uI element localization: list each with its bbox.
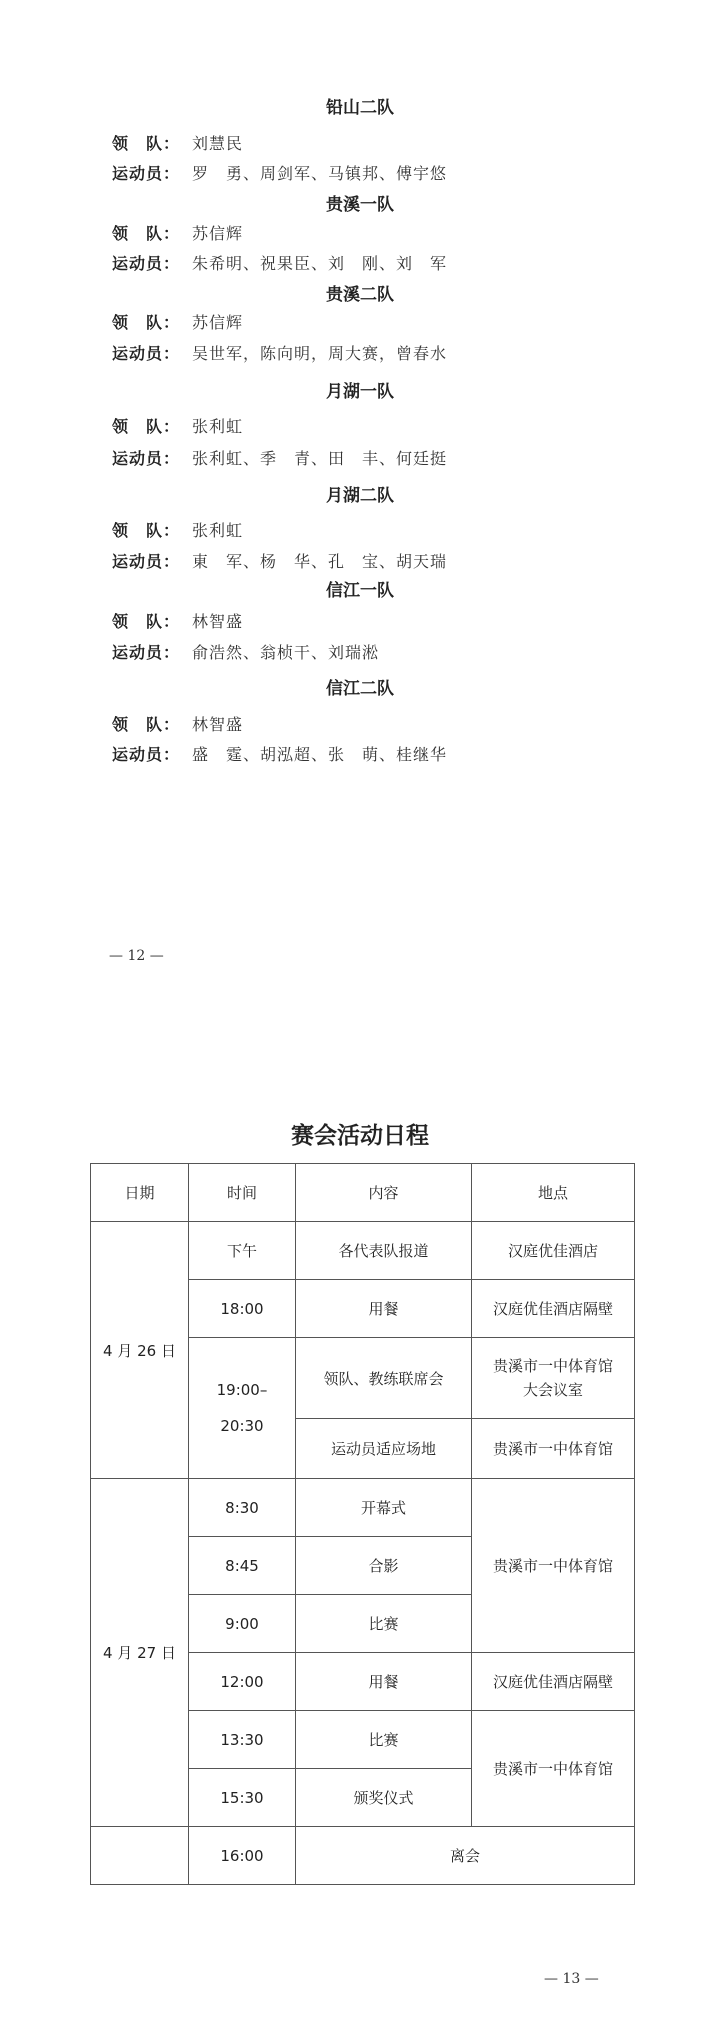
content-cell: 用餐	[296, 1280, 472, 1338]
place-cell	[472, 1338, 635, 1419]
athletes-label: 运动员：	[112, 552, 181, 571]
leader-label: 领 队：	[112, 224, 181, 243]
leader-name: 林智盛	[192, 612, 244, 631]
athlete-names: 東 军、杨 华、孔 宝、胡天瑞	[192, 552, 448, 571]
time-cell: 15:30	[189, 1769, 296, 1827]
time-cell: 8:30	[189, 1479, 296, 1537]
content-cell: 各代表队报道	[296, 1222, 472, 1280]
team-name: 信江一队	[326, 581, 394, 601]
table-header-row	[91, 1164, 635, 1222]
header-content: 内容	[296, 1164, 472, 1222]
athletes-label: 运动员：	[112, 164, 181, 183]
page-number: — 13 —	[544, 1971, 599, 1987]
table-row	[91, 1827, 635, 1885]
date-cell-empty	[91, 1827, 189, 1885]
leader-label: 领 队：	[112, 715, 181, 734]
leader-label: 领 队：	[112, 134, 181, 153]
team-leader-row	[112, 609, 243, 632]
team-name: 贵溪一队	[326, 195, 394, 215]
table-row	[91, 1479, 635, 1537]
content-cell: 运动员适应场地	[296, 1419, 472, 1479]
header-time: 时间	[189, 1164, 296, 1222]
table-row	[91, 1222, 635, 1280]
team-athletes-row	[112, 161, 447, 184]
leader-name: 张利虹	[192, 417, 244, 436]
athletes-label: 运动员：	[112, 643, 181, 662]
time-end: 20:30	[220, 1417, 264, 1435]
page-number: — 12 —	[109, 948, 164, 964]
team-name: 月湖一队	[326, 382, 394, 402]
place-line: 大会议室	[522, 1381, 583, 1399]
athlete-names: 罗 勇、周剑军、马镇邦、傅宇悠	[192, 164, 448, 183]
athletes-label: 运动员：	[112, 254, 181, 273]
leader-label: 领 队：	[112, 417, 181, 436]
team-athletes-row	[112, 446, 447, 469]
team-athletes-row	[112, 251, 447, 274]
place-cell: 贵溪市一中体育馆	[472, 1711, 635, 1827]
time-cell	[189, 1338, 296, 1479]
header-date: 日期	[91, 1164, 189, 1222]
time-cell: 下午	[189, 1222, 296, 1280]
schedule-table	[90, 1163, 635, 1885]
athlete-names: 吴世军，陈向明，周大赛，曾春水	[192, 344, 448, 363]
team-name: 铅山二队	[326, 98, 394, 118]
leader-label: 领 队：	[112, 313, 181, 332]
leader-label: 领 队：	[112, 521, 181, 540]
team-leader-row	[112, 221, 243, 244]
time-cell: 12:00	[189, 1653, 296, 1711]
team-leader-row	[112, 518, 243, 541]
content-cell: 颁奖仪式	[296, 1769, 472, 1827]
leader-name: 苏信辉	[192, 313, 244, 332]
place-cell: 汉庭优佳酒店隔壁	[472, 1653, 635, 1711]
team-athletes-row	[112, 742, 447, 765]
athlete-names: 盛 霆、胡泓超、张 萌、桂继华	[192, 745, 448, 764]
time-cell: 9:00	[189, 1595, 296, 1653]
leader-name: 刘慧民	[192, 134, 244, 153]
place-cell: 贵溪市一中体育馆	[472, 1479, 635, 1653]
leader-name: 苏信辉	[192, 224, 244, 243]
schedule-title: 赛会活动日程	[291, 1122, 429, 1149]
leader-label: 领 队：	[112, 612, 181, 631]
content-cell: 用餐	[296, 1653, 472, 1711]
team-athletes-row	[112, 341, 447, 364]
team-leader-row	[112, 414, 243, 437]
time-cell: 18:00	[189, 1280, 296, 1338]
content-cell: 领队、教练联席会	[296, 1338, 472, 1419]
team-leader-row	[112, 310, 243, 333]
date-cell: 4 月 27 日	[91, 1479, 189, 1827]
team-name: 贵溪二队	[326, 285, 394, 305]
time-cell: 16:00	[189, 1827, 296, 1885]
time-cell: 13:30	[189, 1711, 296, 1769]
athlete-names: 张利虹、季 青、田 丰、何廷挺	[192, 449, 448, 468]
content-cell: 合影	[296, 1537, 472, 1595]
place-cell: 贵溪市一中体育馆	[472, 1419, 635, 1479]
content-cell: 比赛	[296, 1711, 472, 1769]
place-line: 贵溪市一中体育馆	[492, 1357, 613, 1375]
team-leader-row	[112, 131, 243, 154]
team-leader-row	[112, 712, 243, 735]
content-cell: 开幕式	[296, 1479, 472, 1537]
team-athletes-row	[112, 549, 447, 572]
athletes-label: 运动员：	[112, 344, 181, 363]
team-athletes-row	[112, 640, 379, 663]
athletes-label: 运动员：	[112, 745, 181, 764]
content-cell: 离会	[296, 1827, 635, 1885]
content-cell: 比赛	[296, 1595, 472, 1653]
team-name: 月湖二队	[326, 486, 394, 506]
leader-name: 张利虹	[192, 521, 244, 540]
leader-name: 林智盛	[192, 715, 244, 734]
athlete-names: 朱希明、祝果臣、刘 刚、刘 军	[192, 254, 448, 273]
header-place: 地点	[472, 1164, 635, 1222]
athletes-label: 运动员：	[112, 449, 181, 468]
time-cell: 8:45	[189, 1537, 296, 1595]
time-start: 19:00–	[216, 1381, 268, 1399]
team-name: 信江二队	[326, 679, 394, 699]
place-cell: 汉庭优佳酒店隔壁	[472, 1280, 635, 1338]
date-cell: 4 月 26 日	[91, 1222, 189, 1479]
place-cell: 汉庭优佳酒店	[472, 1222, 635, 1280]
athlete-names: 俞浩然、翁桢干、刘瑞淞	[192, 643, 380, 662]
